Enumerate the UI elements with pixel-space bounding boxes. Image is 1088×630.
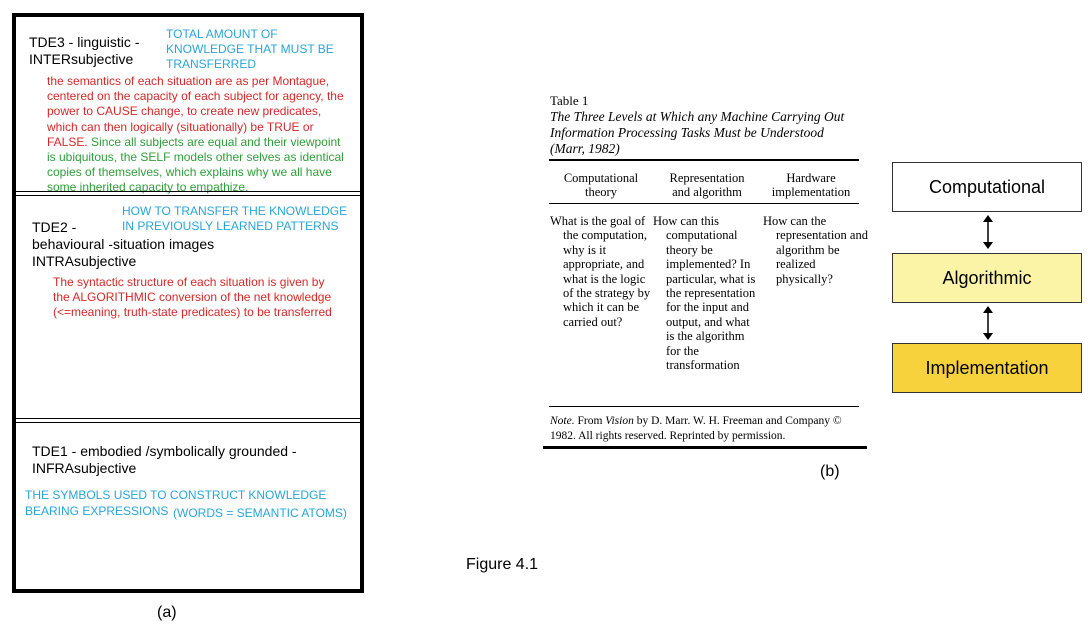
figure-caption: Figure 4.1 [466,556,539,573]
tde2-title: TDE2 - behavioural -situation images INTRAsubjective [32,219,215,269]
level-box-implementation [892,343,1082,393]
level-box-computational [892,162,1082,212]
note-mid: From [574,415,606,427]
note-prefix: Note. [550,415,575,427]
tde2-note: HOW TO TRANSFER THE KNOWLEDGE IN PREVIOUSLY LEARNED PATTERNS [122,204,348,233]
column-header-hardware: Hardware implementation [771,171,851,199]
column-body-computational: What is the goal of the computation, why is it appropriate, and what is the logic of the strategy by which it can be carried out? [550,214,651,329]
table-bottom-rule [543,446,867,449]
tde1-note-atoms: (WORDS = SEMANTIC ATOMS) [173,506,347,520]
marr-levels-table [543,88,867,452]
tde2-description: The syntactic structure of each situation is given by the ALGORITHMIC conversion of the net knowledge (<=meaning, truth-state predicates) to be transferred [53,275,332,320]
column-body-hardware: How can the representation and algorithm be realized physically? [763,214,868,286]
tde3-green-text: Since all subjects are equal and their viewpoint is ubiquitous, the SELF models other selves as identical copies of themselves, which explains why we all have some inherited capacity to empathize. [47,134,344,195]
table-label: Table 1 [550,93,589,108]
column-body-representation: How can this computational theory be implemented? In particular, what is the representation for the input and output, and what is the algorithm for the transformation [653,214,756,373]
column-header-representation: Representation and algorithm [669,171,745,199]
column-header-computational: Computational theory [563,171,639,199]
level-box-algorithmic [892,253,1082,303]
level-label-algorithmic: Algorithmic [942,267,1032,288]
table-note [550,414,864,444]
table-title: The Three Levels at Which any Machine Carrying Out Information Processing Tasks Must be Understood (Marr, 1982) [550,109,845,156]
level-label-implementation: Implementation [925,357,1049,378]
double-arrow-icon [981,215,995,249]
tde1-title: TDE1 - embodied /symbolically grounded - INFRAsubjective [32,443,297,476]
caption-b: (b) [820,463,840,480]
tde3-description [47,74,352,196]
tde1-note-line1: THE SYMBOLS USED TO CONSTRUCT KNOWLEDGE [25,488,327,502]
separator-tde2-tde1 [16,418,360,423]
tde3-title: TDE3 - linguistic - INTERsubjective [29,34,140,67]
tde3-red-text: the semantics of each situation are as per Montague, centered on the capacity of each subject for agency, the power to CAUSE change, to create new predicates, which can then logically (situationally) be TRUE or FALSE. [47,74,344,149]
tde-levels-panel [12,13,364,593]
note-source: Vision [605,415,634,427]
double-arrow-icon [981,306,995,340]
tde1-note-line2: BEARING EXPRESSIONS [25,504,169,518]
caption-a: (a) [157,604,177,621]
table-body-rule [549,406,859,407]
note-rest: by D. Marr. W. H. Freeman and Company © 1982. All rights reserved. Reprinted by permission. [550,415,842,442]
tde3-note: TOTAL AMOUNT OF KNOWLEDGE THAT MUST BE TRANSFERRED [166,27,334,71]
level-label-computational: Computational [928,176,1046,197]
table-header-rule [549,203,859,204]
separator-tde3-tde2 [16,191,360,196]
table-top-rule [549,159,859,161]
